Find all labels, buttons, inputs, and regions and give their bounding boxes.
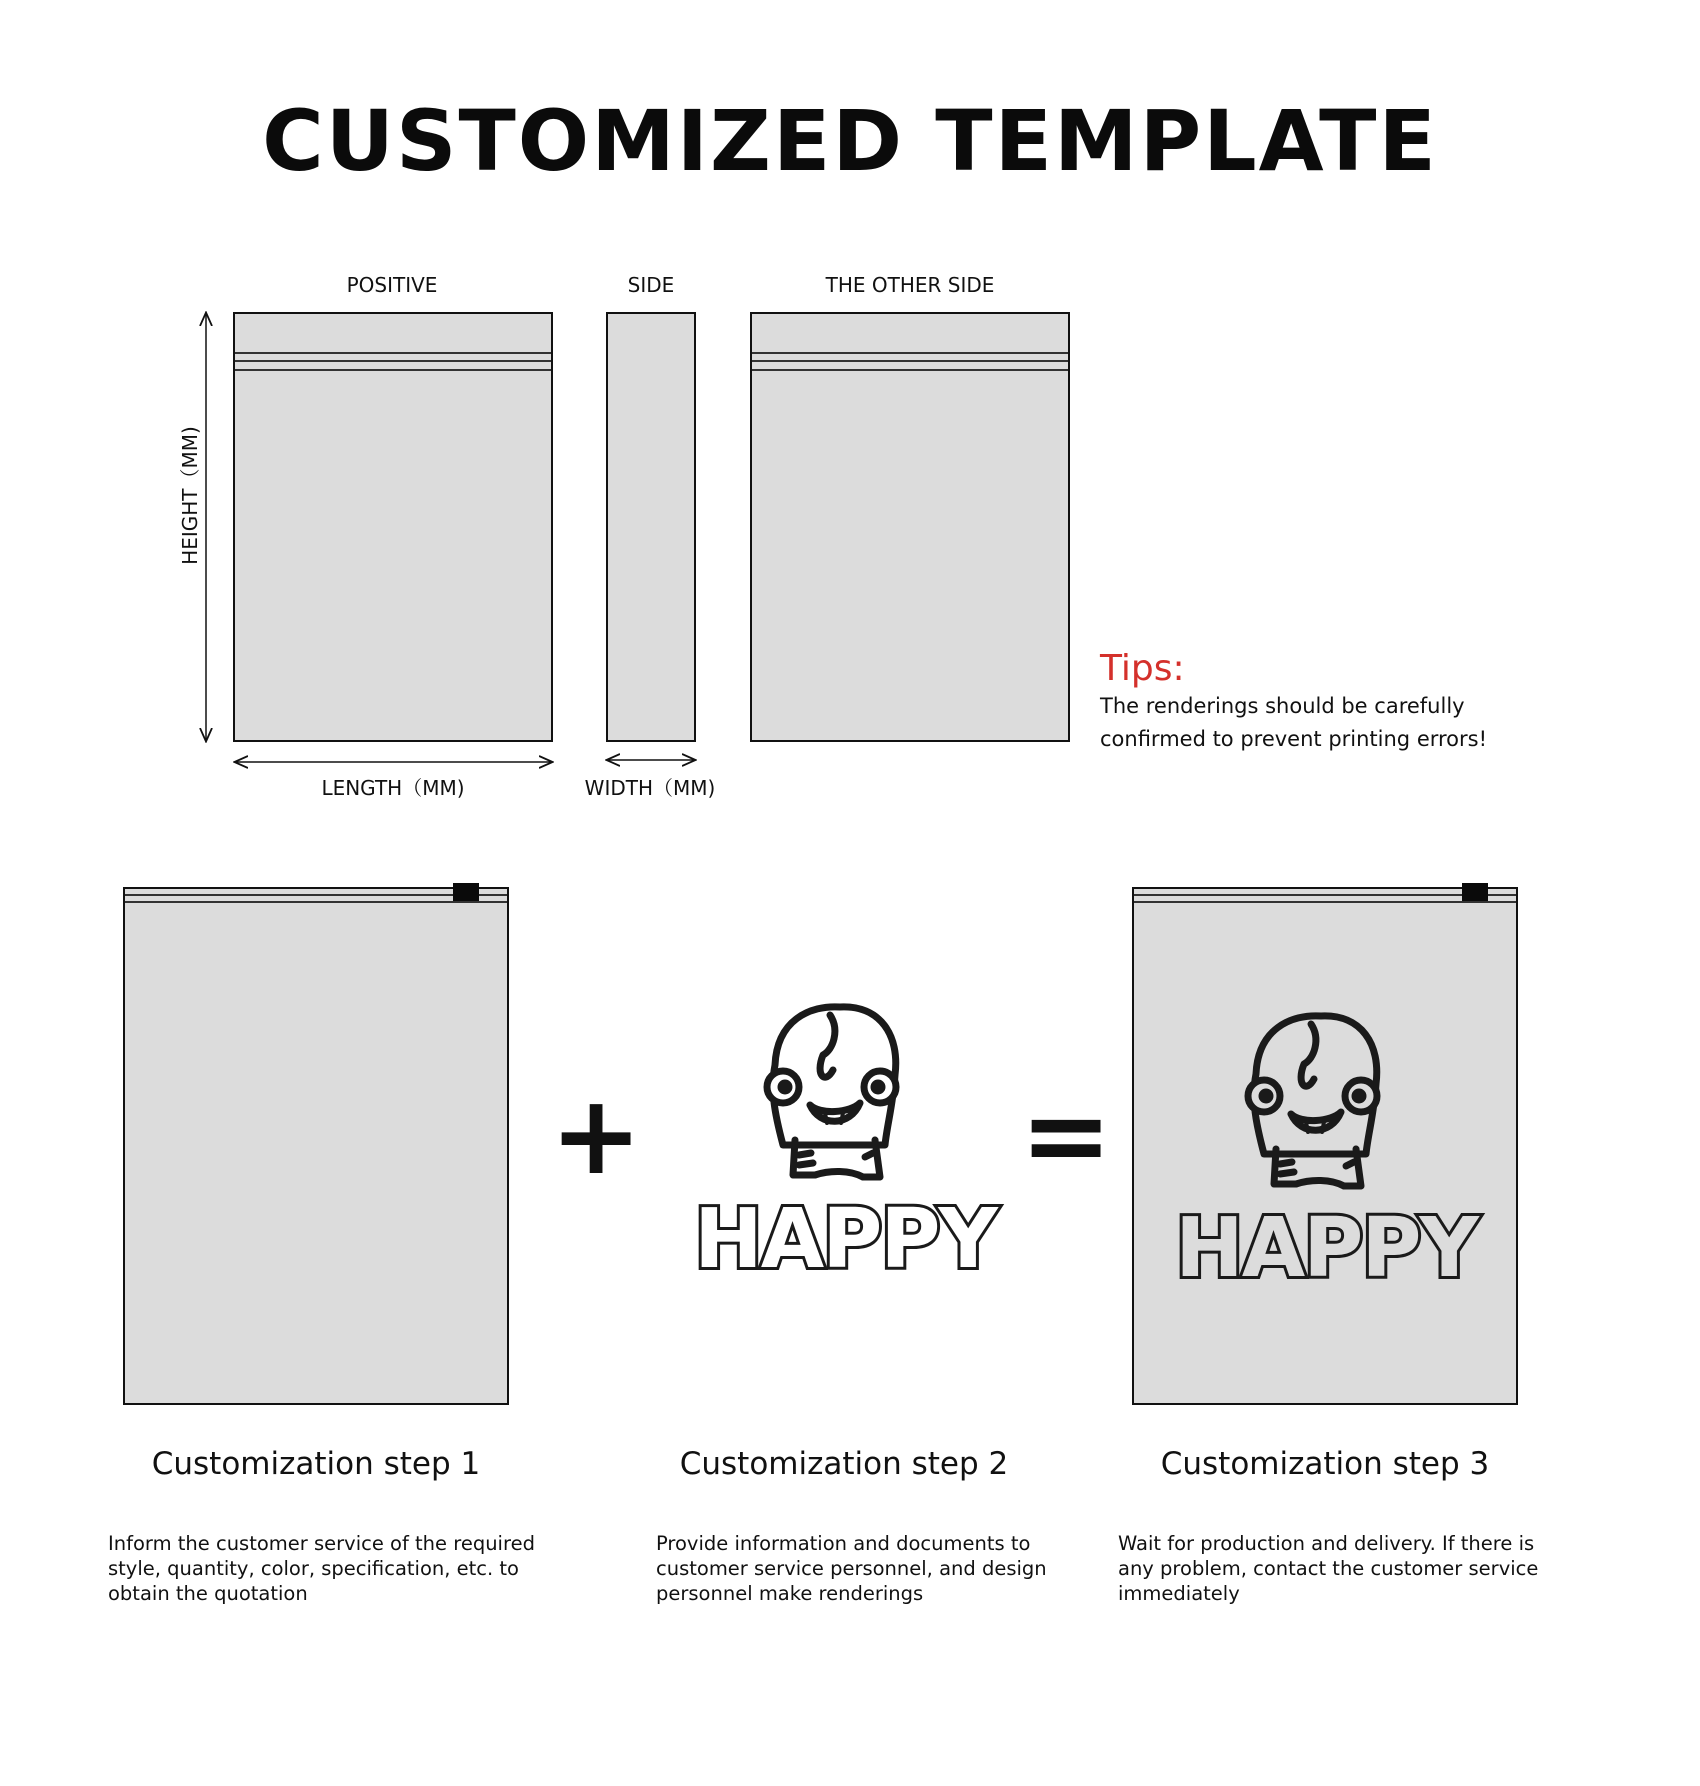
printed-bag	[1132, 887, 1518, 1405]
step-desc-line: personnel make renderings	[656, 1582, 924, 1605]
happy-logo	[694, 995, 996, 1287]
step-desc-line: customer service personnel, and design	[656, 1557, 1047, 1580]
length-label: LENGTH（MM)	[321, 776, 465, 800]
step-desc-line: Wait for production and delivery. If there is	[1118, 1532, 1535, 1555]
dimension-arrows	[0, 0, 1646, 800]
side-label: SIDE	[627, 273, 675, 297]
plus-sign: +	[550, 1071, 643, 1199]
step-desc-line: obtain the quotation	[108, 1582, 308, 1605]
step-1-description	[108, 1531, 578, 1606]
happy-logo-printed	[1175, 1004, 1477, 1296]
step-desc-line: Provide information and documents to	[656, 1532, 1031, 1555]
width-label: WIDTH（MM)	[584, 776, 716, 800]
step-2-description	[656, 1531, 1086, 1606]
monster-icon	[767, 1007, 896, 1177]
tips-text	[1100, 690, 1487, 756]
step-desc-line: Inform the customer service of the required	[108, 1532, 535, 1555]
positive-label: POSITIVE	[346, 273, 438, 297]
tips-text-line: confirmed to prevent printing errors!	[1100, 727, 1488, 751]
step-desc-line: any problem, contact the customer service	[1118, 1557, 1539, 1580]
happy-logo-text: HAPPY	[694, 1192, 996, 1287]
step-desc-line: style, quantity, color, specification, etc. to	[108, 1557, 519, 1580]
zipper-slider-icon	[1462, 883, 1488, 901]
tips-text-line: The renderings should be carefully	[1100, 694, 1465, 718]
happy-logo-printed-text: HAPPY	[1175, 1201, 1477, 1296]
step-desc-line: immediately	[1118, 1582, 1240, 1605]
step-3-description	[1118, 1531, 1598, 1606]
blank-bag	[123, 887, 509, 1405]
step-3-title: Customization step 3	[1160, 1446, 1490, 1482]
monster-icon	[1248, 1016, 1377, 1186]
other-side-label: THE OTHER SIDE	[825, 273, 995, 297]
step-2-title: Customization step 2	[679, 1446, 1009, 1482]
page-title: CUSTOMIZED TEMPLATE	[262, 92, 1438, 190]
equals-sign: =	[1020, 1071, 1113, 1199]
tips-title: Tips:	[1100, 648, 1185, 689]
height-label: HEIGHT（MM)	[177, 425, 202, 565]
zipper-slider-icon	[453, 883, 479, 901]
step-1-title: Customization step 1	[151, 1446, 481, 1482]
